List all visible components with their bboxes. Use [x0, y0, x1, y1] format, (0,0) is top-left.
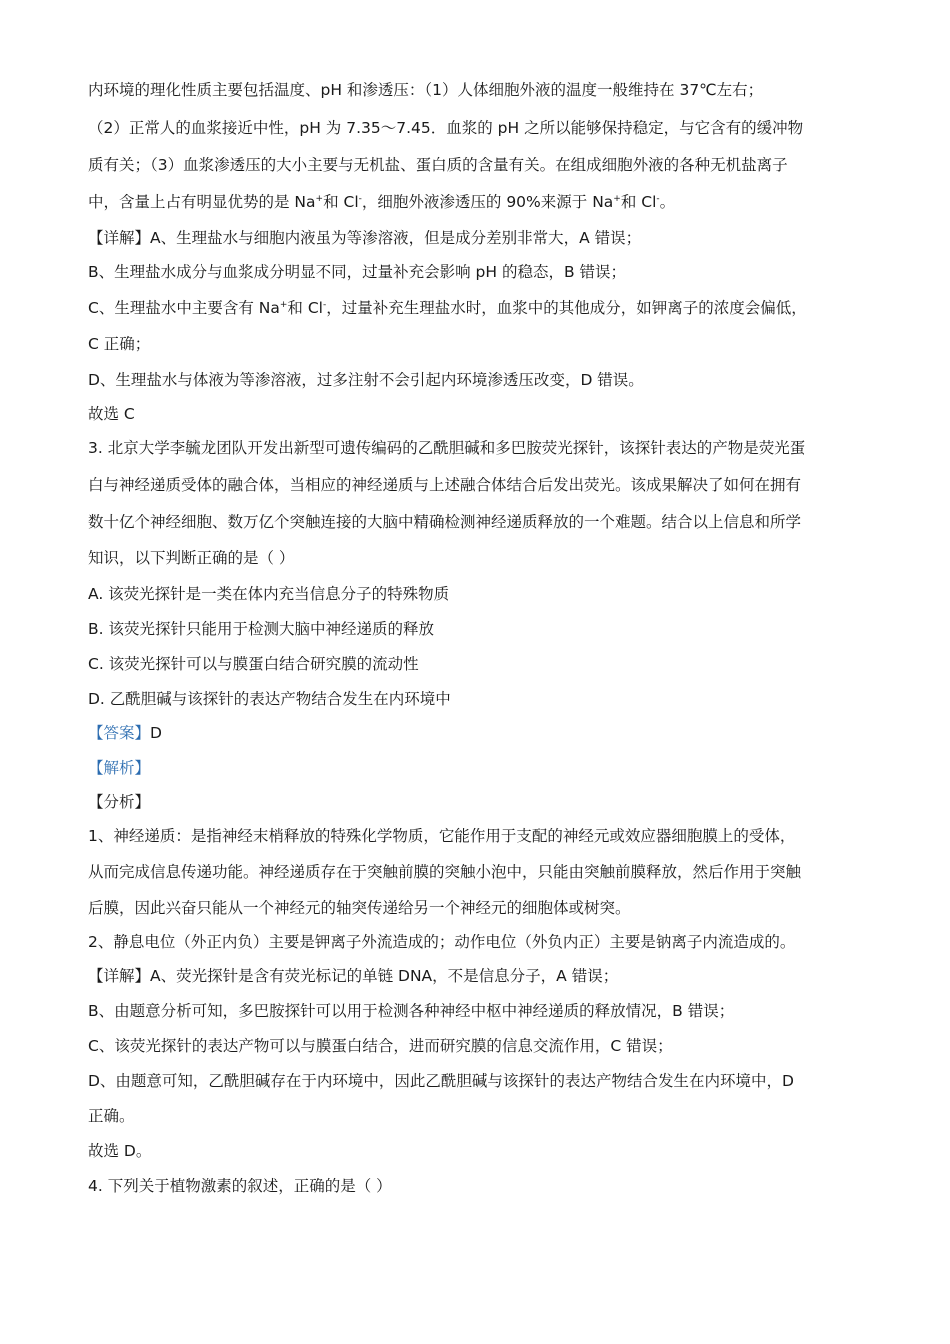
text-segment: 故选 C	[88, 405, 135, 423]
text-line	[88, 826, 795, 846]
option-b	[88, 619, 434, 639]
text-line	[88, 118, 803, 138]
text-line	[88, 966, 618, 986]
text-segment: 。	[659, 193, 676, 211]
text-segment: 4. 下列关于植物激素的叙述，正确的是（ ）	[88, 1177, 392, 1195]
text-segment: 【详解】A、生理盐水与细胞内液虽为等渗溶液，但是成分差别非常大，A 错误；	[88, 229, 642, 247]
text-line	[88, 512, 801, 532]
text-segment: D、生理盐水与体液为等渗溶液，过多注射不会引起内环境渗透压改变，D 错误。	[88, 371, 644, 389]
text-line	[88, 862, 801, 882]
text-line	[88, 80, 763, 100]
superscript: -	[322, 300, 327, 310]
superscript: -	[358, 194, 362, 204]
text-segment: C、生理盐水中主要含有 Na	[88, 299, 280, 317]
text-segment: 后膜，因此兴奋只能从一个神经元的轴突传递给另一个神经元的细胞体或树突。	[88, 899, 631, 917]
text-segment: 3. 北京大学李毓龙团队开发出新型可遗传编码的乙酰胆碱和多巴胺荧光探针，该探针表达的产物是荧光蛋	[88, 439, 806, 457]
text-segment: ，过量补充生理盐水时，血浆中的其他成分，如钾离子的浓度会偏低，	[326, 299, 807, 317]
answer-label: 【答案】	[88, 724, 151, 742]
text-line	[88, 548, 294, 568]
text-segment: 【解析】	[88, 759, 151, 777]
question-4-stem	[88, 1176, 392, 1196]
text-line	[88, 1071, 794, 1091]
text-segment: 2、静息电位（外正内负）主要是钾离子外流造成的；动作电位（外负内正）主要是钠离子内流造成的。	[88, 933, 796, 951]
text-line	[88, 370, 644, 390]
answer-line	[88, 723, 162, 743]
text-line	[88, 155, 788, 175]
text-line	[88, 228, 641, 248]
text-line	[88, 262, 626, 282]
text-segment: 从而完成信息传递功能。神经递质存在于突触前膜的突触小泡中，只能由突触前膜释放，然后作用于突触	[88, 863, 802, 881]
text-line	[88, 475, 801, 495]
text-line	[88, 404, 135, 424]
text-line	[88, 792, 150, 812]
text-line	[88, 932, 795, 952]
text-segment: A. 该荧光探针是一类在体内充当信息分子的特殊物质	[88, 585, 450, 603]
option-d	[88, 689, 451, 709]
superscript: +	[315, 194, 324, 204]
text-line	[88, 898, 631, 918]
text-line	[88, 1001, 734, 1021]
text-segment: B、生理盐水成分与血浆成分明显不同，过量补充会影响 pH 的稳态，B 错误；	[88, 263, 627, 281]
text-segment: D. 乙酰胆碱与该探针的表达产物结合发生在内环境中	[88, 690, 451, 708]
text-line	[88, 1106, 135, 1126]
text-segment: 1、神经递质：是指神经末梢释放的特殊化学物质，它能作用于支配的神经元或效应器细胞膜上的受体，	[88, 827, 796, 845]
text-segment: 【详解】A、荧光探针是含有荧光标记的单链 DNA，不是信息分子，A 错误；	[88, 967, 619, 985]
superscript: -	[656, 194, 660, 204]
text-segment: 和 Cl	[620, 193, 657, 211]
text-segment: B、由题意分析可知，多巴胺探针可以用于检测各种神经中枢中神经递质的释放情况，B 错误；	[88, 1002, 735, 1020]
option-a	[88, 584, 449, 604]
text-segment: 白与神经递质受体的融合体，当相应的神经递质与上述融合体结合后发出荧光。该成果解决了如何在拥有	[88, 476, 802, 494]
text-segment: 故选 D。	[88, 1142, 152, 1160]
text-segment: 【分析】	[88, 793, 151, 811]
text-segment: C 正确；	[88, 335, 151, 353]
text-line	[88, 1141, 151, 1161]
text-segment: 质有关；（3）血浆渗透压的大小主要与无机盐、蛋白质的含量有关。在组成细胞外液的各种无机盐离子	[88, 156, 788, 174]
text-segment: 中，含量上占有明显优势的是 Na	[88, 193, 316, 211]
text-segment: （2）正常人的血浆接近中性，pH 为 7.35～7.45．血浆的 pH 之所以能够保持稳定，与它含有的缓冲物	[88, 119, 804, 137]
text-segment: 和 Cl	[323, 193, 359, 211]
answer-value: D	[150, 724, 162, 742]
text-segment: C. 该荧光探针可以与膜蛋白结合研究膜的流动性	[88, 655, 419, 673]
text-segment: ，细胞外液渗透压的 90%来源于 Na	[361, 193, 614, 211]
text-segment: 知识，以下判断正确的是（ ）	[88, 549, 295, 567]
text-segment: 和 Cl	[287, 299, 323, 317]
question-3-stem	[88, 438, 805, 458]
option-c	[88, 654, 419, 674]
text-segment: D、由题意可知，乙酰胆碱存在于内环境中，因此乙酰胆碱与该探针的表达产物结合发生在内环境中，D	[88, 1072, 794, 1090]
text-line	[88, 1036, 673, 1056]
text-line	[88, 192, 675, 212]
text-segment: 数十亿个神经细胞、数万亿个突触连接的大脑中精确检测神经递质释放的一个难题。结合以上信息和所学	[88, 513, 802, 531]
analysis-label	[88, 758, 150, 778]
superscript: +	[613, 194, 621, 204]
text-segment: 内环境的理化性质主要包括温度、pH 和渗透压：（1）人体细胞外液的温度一般维持在 37℃左右；	[88, 81, 764, 99]
text-line	[88, 334, 150, 354]
text-line	[88, 298, 807, 318]
text-segment: B. 该荧光探针只能用于检测大脑中神经递质的释放	[88, 620, 434, 638]
text-segment: C、该荧光探针的表达产物可以与膜蛋白结合，进而研究膜的信息交流作用，C 错误；	[88, 1037, 673, 1055]
superscript: +	[279, 300, 288, 310]
text-segment: 正确。	[88, 1107, 135, 1125]
